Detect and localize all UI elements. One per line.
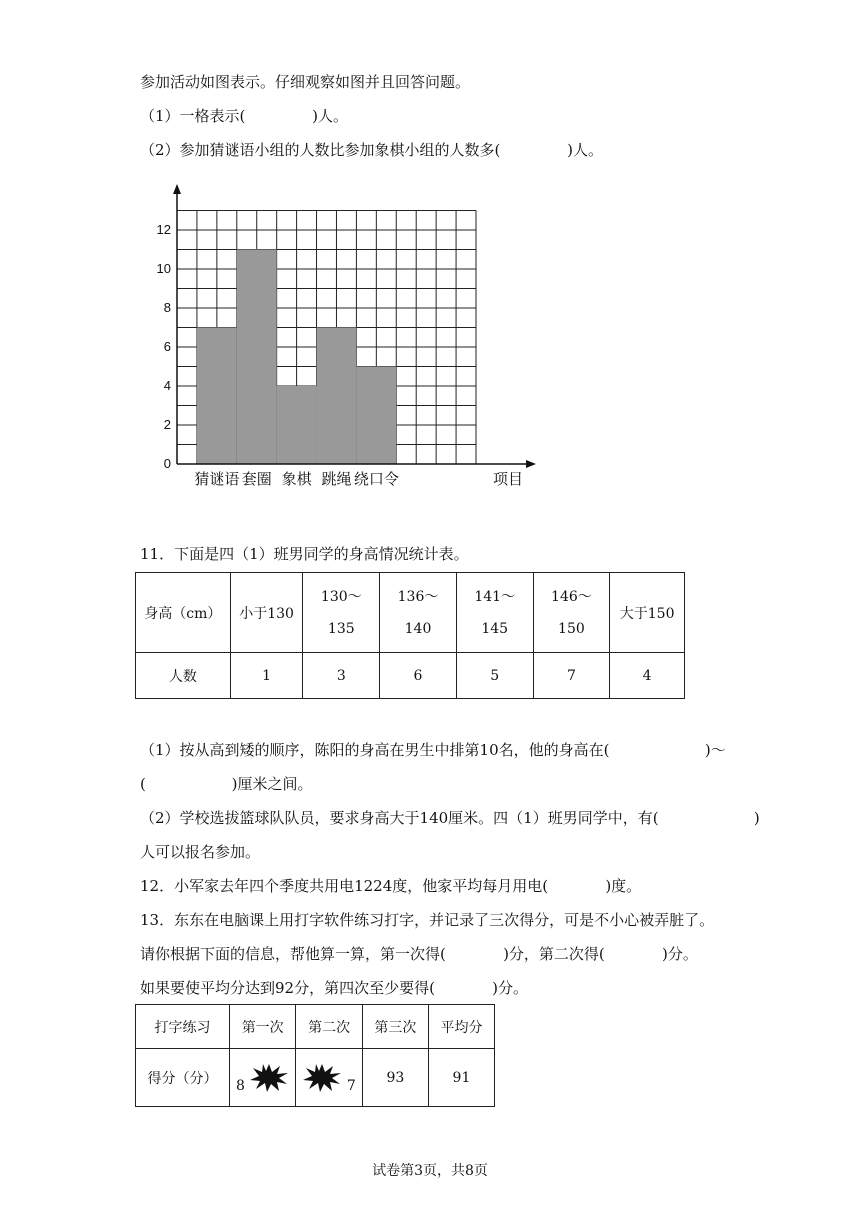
count-row-header: 人数 <box>136 653 231 699</box>
chart-y-ticks <box>157 222 171 471</box>
height-range-cell: 136～ 140 <box>380 573 457 653</box>
second-score-digit: 7 <box>346 1077 356 1094</box>
ink-blot-icon <box>249 1063 289 1093</box>
q11-sub1-line2: ( )厘米之间。 <box>140 775 313 793</box>
chart-bar <box>197 328 237 465</box>
x-axis-arrow <box>526 460 536 468</box>
height-row-header: 身高（cm） <box>136 573 231 653</box>
chart-bar <box>317 328 357 465</box>
height-range-cell: 小于130 <box>230 573 303 653</box>
y-tick-label: 10 <box>156 261 171 276</box>
x-tick-label: 绕口令 <box>353 470 399 488</box>
height-range-cell: 141～ 145 <box>456 573 533 653</box>
q13-line1: 13．东东在电脑课上用打字软件练习打字，并记录了三次得分，可是不小心被弄脏了。 <box>140 911 715 929</box>
count-cell: 7 <box>533 653 610 699</box>
y-tick-label: 0 <box>163 456 171 471</box>
chart-x-ticks <box>194 470 398 488</box>
q12-text: 12．小军家去年四个季度共用电1224度，他家平均每月用电( )度。 <box>140 877 642 895</box>
first-score-cell <box>229 1049 295 1107</box>
count-cell: 3 <box>303 653 380 699</box>
typing-header: 打字练习 <box>136 1005 230 1049</box>
second-score-cell <box>296 1049 362 1107</box>
y-tick-label: 2 <box>163 417 171 432</box>
height-range-cell: 130～ 135 <box>303 573 380 653</box>
x-tick-label: 象棋 <box>281 470 312 488</box>
q10-sub2: （2）参加猜谜语小组的人数比参加象棋小组的人数多( )人。 <box>140 141 604 159</box>
average-score-cell: 91 <box>428 1049 494 1107</box>
chart-bar <box>237 250 277 465</box>
count-cell: 4 <box>610 653 685 699</box>
count-cell: 5 <box>456 653 533 699</box>
x-tick-label: 跳绳 <box>321 470 352 488</box>
y-tick-label: 4 <box>163 378 171 393</box>
page-footer: 试卷第3页，共8页 <box>372 1163 488 1179</box>
chart-bar <box>277 386 317 464</box>
q11-title: 11．下面是四（1）班男同学的身高情况统计表。 <box>140 545 469 563</box>
x-tick-label: 猜谜语 <box>194 470 240 488</box>
typing-header: 第二次 <box>296 1005 362 1049</box>
chart-x-axis-label: 项目 <box>492 470 524 488</box>
score-row-header: 得分（分） <box>136 1049 230 1107</box>
typing-header: 第三次 <box>362 1005 428 1049</box>
height-range-cell: 大于150 <box>610 573 685 653</box>
y-tick-label: 6 <box>163 339 171 354</box>
q13-line2: 请你根据下面的信息，帮他算一算，第一次得( )分，第二次得( )分。 <box>140 945 698 963</box>
bar-chart <box>140 178 540 498</box>
q10-intro: 参加活动如图表示。仔细观察如图并且回答问题。 <box>140 73 471 91</box>
x-tick-label: 套圈 <box>241 470 272 488</box>
y-axis-arrow <box>173 184 181 194</box>
typing-header: 第一次 <box>229 1005 295 1049</box>
q11-sub2-line1: （2）学校选拔篮球队队员，要求身高大于140厘米。四（1）班男同学中，有( ) <box>140 809 760 827</box>
q11-sub1-line1: （1）按从高到矮的顺序，陈阳的身高在男生中排第10名，他的身高在( )～ <box>140 741 726 759</box>
height-range-cell: 146～ 150 <box>533 573 610 653</box>
y-tick-label: 12 <box>156 222 171 237</box>
q11-sub2-line2: 人可以报名参加。 <box>140 843 261 861</box>
chart-bar <box>356 367 396 465</box>
typing-score-table <box>135 1004 495 1107</box>
q10-sub1: （1）一格表示( )人。 <box>140 107 349 125</box>
third-score-cell: 93 <box>362 1049 428 1107</box>
typing-header: 平均分 <box>428 1005 494 1049</box>
first-score-digit: 8 <box>236 1077 245 1094</box>
count-cell: 6 <box>380 653 457 699</box>
q13-line3: 如果要使平均分达到92分，第四次至少要得( )分。 <box>140 979 529 997</box>
count-cell: 1 <box>230 653 303 699</box>
y-tick-label: 8 <box>163 300 171 315</box>
height-table <box>135 572 685 699</box>
ink-blot-icon <box>302 1063 342 1093</box>
